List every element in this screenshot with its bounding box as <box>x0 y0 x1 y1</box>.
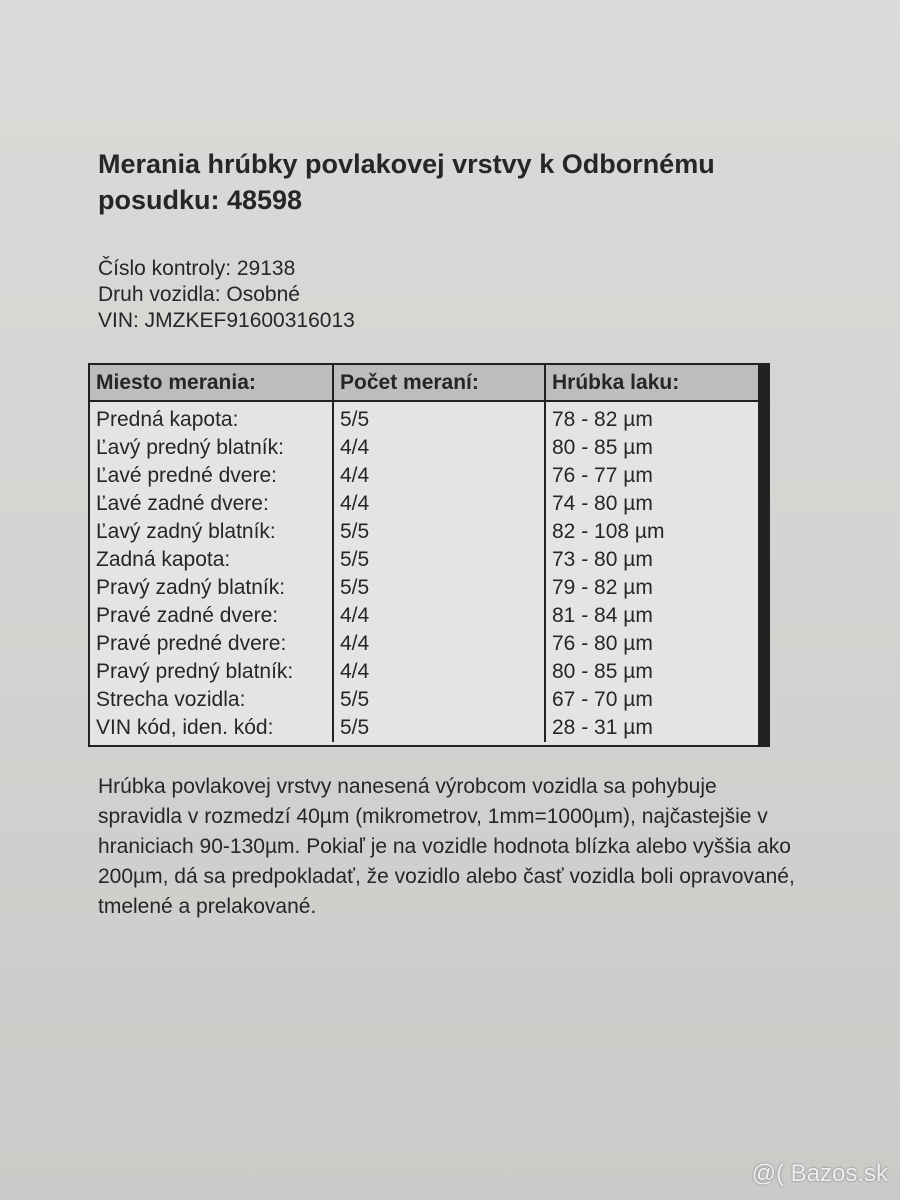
cell-count: 5/5 <box>333 686 545 714</box>
cell-location: Pravý zadný blatník: <box>90 574 333 602</box>
table-row <box>90 401 758 434</box>
cell-location: Ľavé predné dvere: <box>90 462 333 490</box>
cell-thickness: 67 - 70 µm <box>552 688 653 711</box>
explanation-paragraph: Hrúbka povlakovej vrstvy nanesená výrobcom vozidla sa pohybuje spravidla v rozmedzí 40µm (mikrometrov, 1mm=1000µm), najčastejšie v hraniciach 90-130µm. Pokiaľ je na vozidle hodnota blízka alebo vyššia ako 200µm, dá sa predpokladať, že vozidlo alebo časť vozidla boli opravované, tmelené a prelakované. <box>98 775 795 918</box>
cell-count: 5/5 <box>333 574 545 602</box>
cell-count: 4/4 <box>333 490 545 518</box>
vehicle-type: Druh vozidla: Osobné <box>98 283 300 306</box>
table-row <box>90 602 758 630</box>
cell-thickness: 28 - 31 µm <box>552 716 653 739</box>
measurement-table <box>90 365 758 742</box>
table-row <box>90 686 758 714</box>
cell-thickness: 74 - 80 µm <box>552 492 653 515</box>
table-row <box>90 630 758 658</box>
cell-count: 5/5 <box>333 714 545 742</box>
cell-location: Ľavý zadný blatník: <box>90 518 333 546</box>
table-row <box>90 714 758 742</box>
table-row <box>90 658 758 686</box>
header-thickness: Hrúbka laku: <box>545 365 758 401</box>
table-row <box>90 462 758 490</box>
measurement-table-shadow <box>88 363 770 747</box>
cell-count: 5/5 <box>333 401 545 434</box>
bazos-watermark: @( Bazos.sk <box>751 1160 888 1187</box>
table-row <box>90 434 758 462</box>
header-location: Miesto merania: <box>90 365 333 401</box>
cell-count: 4/4 <box>333 434 545 462</box>
cell-thickness: 80 - 85 µm <box>552 436 653 459</box>
cell-location: VIN kód, iden. kód: <box>90 714 333 742</box>
cell-count: 5/5 <box>333 546 545 574</box>
inspection-info <box>98 256 355 334</box>
table-row <box>90 518 758 546</box>
cell-thickness: 80 - 85 µm <box>552 660 653 683</box>
cell-location: Strecha vozidla: <box>90 686 333 714</box>
cell-thickness: 73 - 80 µm <box>552 548 653 571</box>
cell-thickness: 79 - 82 µm <box>552 576 653 599</box>
header-count: Počet meraní: <box>333 365 545 401</box>
cell-location: Predná kapota: <box>90 401 333 434</box>
cell-count: 4/4 <box>333 658 545 686</box>
cell-count: 5/5 <box>333 518 545 546</box>
cell-count: 4/4 <box>333 630 545 658</box>
vin-number: VIN: JMZKEF91600316013 <box>98 309 355 332</box>
cell-thickness: 76 - 80 µm <box>552 632 653 655</box>
document-title: Merania hrúbky povlakovej vrstvy k Odbornému posudku: 48598 <box>98 149 715 215</box>
control-number: Číslo kontroly: 29138 <box>98 257 296 280</box>
cell-count: 4/4 <box>333 602 545 630</box>
table-row <box>90 574 758 602</box>
cell-thickness: 76 - 77 µm <box>552 464 653 487</box>
cell-thickness: 82 - 108 µm <box>552 520 665 543</box>
cell-location: Ľavý predný blatník: <box>90 434 333 462</box>
cell-location: Pravé predné dvere: <box>90 630 333 658</box>
table-header-row <box>90 365 758 401</box>
cell-location: Ľavé zadné dvere: <box>90 490 333 518</box>
cell-location: Pravý predný blatník: <box>90 658 333 686</box>
cell-thickness: 81 - 84 µm <box>552 604 653 627</box>
cell-count: 4/4 <box>333 462 545 490</box>
table-row <box>90 546 758 574</box>
table-row <box>90 490 758 518</box>
cell-thickness: 78 - 82 µm <box>552 408 653 431</box>
cell-location: Pravé zadné dvere: <box>90 602 333 630</box>
cell-location: Zadná kapota: <box>90 546 333 574</box>
